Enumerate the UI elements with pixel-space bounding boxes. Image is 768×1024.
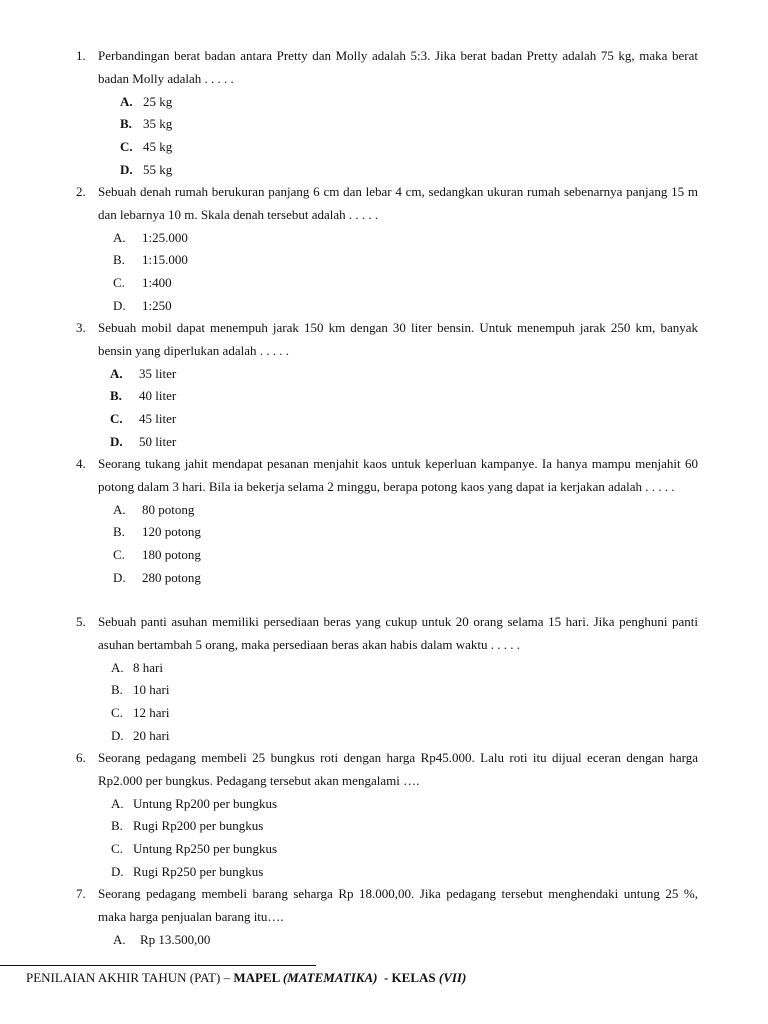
options-list (76, 499, 698, 590)
question-number: 2. (76, 184, 86, 199)
option-c (76, 838, 698, 861)
option-value: 35 kg (143, 116, 173, 132)
question-number: 3. (76, 320, 86, 335)
question-number: 4. (76, 456, 86, 471)
footer-class: (VII) (438, 970, 467, 985)
option-b (76, 815, 698, 838)
option-b (76, 679, 698, 702)
option-value: Rp 13.500,00 (140, 931, 211, 947)
option-d (76, 159, 698, 182)
option-letter: A. (113, 229, 126, 245)
option-c (76, 544, 698, 567)
option-c (76, 272, 698, 295)
footer-exam-name: PENILAIAN AKHIR TAHUN (PAT) – (26, 970, 234, 985)
option-a (76, 793, 698, 816)
option-d (76, 567, 698, 590)
option-letter: D. (111, 727, 124, 743)
option-c (76, 136, 698, 159)
option-value: Untung Rp250 per bungkus (133, 841, 278, 857)
option-b (76, 113, 698, 136)
question-text: Sebuah denah rumah berukuran panjang 6 cm dan lebar 4 cm, sedangkan ukuran rumah sebenarnya panjang 15 m dan lebarnya 10 m. Skala denah tersebut adalah . . . . . (98, 184, 698, 222)
option-letter: B. (111, 818, 123, 834)
option-value: 8 hari (133, 659, 163, 675)
option-letter: D. (113, 297, 126, 313)
question-text: Sebuah panti asuhan memiliki persediaan beras yang cukup untuk 20 orang selama 15 hari. Jika penghuni panti asuhan bertambah 5 orang, maka persediaan beras akan habis dalam waktu . . . . . (98, 614, 698, 652)
options-list (76, 91, 698, 182)
option-letter: A. (113, 931, 126, 947)
option-a (76, 929, 698, 952)
option-b (76, 521, 698, 544)
option-value: Rugi Rp250 per bungkus (133, 863, 264, 879)
option-b (76, 249, 698, 272)
page-footer (26, 970, 466, 986)
question-2 (76, 181, 698, 318)
option-b (76, 385, 698, 408)
option-letter: A. (111, 659, 124, 675)
option-letter: B. (113, 252, 125, 268)
question-6 (76, 747, 698, 884)
option-value: 180 potong (142, 547, 201, 563)
footer-divider (0, 965, 316, 966)
option-value: 80 potong (142, 501, 195, 517)
option-letter: B. (113, 524, 125, 540)
option-letter: C. (113, 275, 125, 291)
option-value: 120 potong (142, 524, 201, 540)
option-d (76, 431, 698, 454)
option-letter: D. (113, 569, 126, 585)
question-text: Seorang tukang jahit mendapat pesanan menjahit kaos untuk keperluan kampanye. Ia hanya mampu menjahit 60 potong dalam 3 hari. Bila ia bekerja selama 2 minggu, berapa potong kaos yang dapat ia kerjakan adalah . . . . . (98, 456, 698, 494)
question-7 (76, 883, 698, 951)
option-value: 25 kg (143, 93, 173, 109)
option-letter: D. (110, 433, 123, 449)
option-letter: B. (111, 682, 123, 698)
option-value: 50 liter (139, 433, 177, 449)
question-1 (76, 45, 698, 182)
option-value: 12 hari (133, 705, 170, 721)
question-4 (76, 453, 698, 590)
question-text: Seorang pedagang membeli 25 bungkus roti dengan harga Rp45.000. Lalu roti itu dijual eceran dengan harga Rp2.000 per bungkus. Pedagang tersebut akan mengalami …. (98, 750, 698, 788)
option-letter: D. (120, 161, 133, 177)
option-value: 1:400 (142, 275, 172, 291)
option-a (76, 91, 698, 114)
option-letter: B. (110, 388, 122, 404)
question-number: 7. (76, 886, 86, 901)
options-list (76, 657, 698, 748)
option-value: 45 kg (143, 139, 173, 155)
footer-subject-label: MAPEL (233, 970, 283, 985)
options-list (76, 793, 698, 884)
options-list (76, 227, 698, 318)
option-letter: B. (120, 116, 132, 132)
option-letter: A. (113, 501, 126, 517)
options-list (76, 363, 698, 454)
footer-class-label: - KELAS (377, 970, 439, 985)
option-a (76, 657, 698, 680)
option-value: Rugi Rp200 per bungkus (133, 818, 264, 834)
option-letter: A. (110, 365, 123, 381)
option-value: Untung Rp200 per bungkus (133, 795, 278, 811)
question-5 (76, 611, 698, 748)
option-a (76, 499, 698, 522)
option-letter: C. (110, 411, 123, 427)
option-value: 20 hari (133, 727, 170, 743)
option-d (76, 725, 698, 748)
option-letter: A. (111, 795, 124, 811)
option-letter: C. (111, 705, 123, 721)
option-letter: D. (111, 863, 124, 879)
option-value: 10 hari (133, 682, 170, 698)
question-number: 1. (76, 48, 86, 63)
option-value: 280 potong (142, 569, 201, 585)
option-value: 1:250 (142, 297, 172, 313)
option-c (76, 408, 698, 431)
question-text: Perbandingan berat badan antara Pretty dan Molly adalah 5:3. Jika berat badan Pretty adalah 75 kg, maka berat badan Molly adalah . . . . . (98, 48, 698, 86)
option-value: 55 kg (143, 161, 173, 177)
question-number: 6. (76, 750, 86, 765)
option-c (76, 702, 698, 725)
option-value: 1:15.000 (142, 252, 188, 268)
question-text: Sebuah mobil dapat menempuh jarak 150 km dengan 30 liter bensin. Untuk menempuh jarak 250 km, banyak bensin yang diperlukan adalah . . . . . (98, 320, 698, 358)
option-value: 35 liter (139, 365, 177, 381)
option-value: 40 liter (139, 388, 177, 404)
option-value: 45 liter (139, 411, 177, 427)
options-list (76, 929, 698, 952)
option-letter: C. (113, 547, 125, 563)
option-d (76, 295, 698, 318)
option-letter: A. (120, 93, 133, 109)
option-value: 1:25.000 (142, 229, 188, 245)
question-text: Seorang pedagang membeli barang seharga Rp 18.000,00. Jika pedagang tersebut menghendaki untung 25 %, maka harga penjualan barang itu…. (98, 886, 698, 924)
option-a (76, 363, 698, 386)
option-a (76, 227, 698, 250)
footer-subject: (MATEMATIKA) (282, 970, 378, 985)
question-3 (76, 317, 698, 454)
option-letter: C. (120, 139, 133, 155)
question-number: 5. (76, 614, 86, 629)
option-d (76, 861, 698, 884)
option-letter: C. (111, 841, 123, 857)
